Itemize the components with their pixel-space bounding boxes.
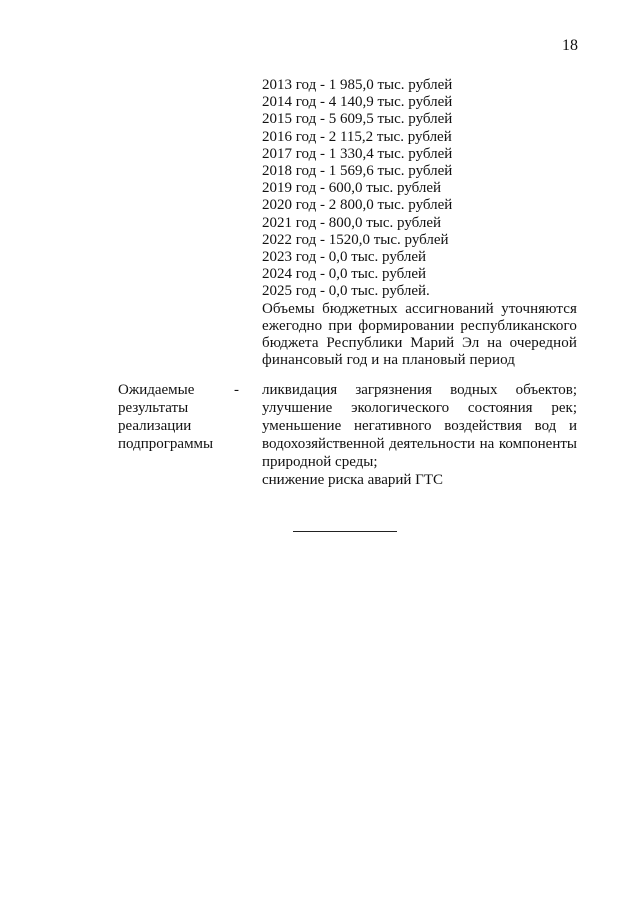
funding-year-2018: 2018 год - 1 569,6 тыс. рублей xyxy=(262,163,453,180)
funding-year-2024: 2024 год - 0,0 тыс. рублей xyxy=(262,266,427,283)
funding-year-2023: 2023 год - 0,0 тыс. рублей xyxy=(262,249,427,266)
funding-year-2014: 2014 год - 4 140,9 тыс. рублей xyxy=(262,94,453,111)
results-item-pollution: ликвидация загрязнения водных объектов; xyxy=(262,382,577,398)
funding-year-2015: 2015 год - 5 609,5 тыс. рублей xyxy=(262,111,453,128)
results-item-impact: уменьшение негативного воздействия вод и водохозяйственной деятельности на компоненты природной среды; xyxy=(262,418,577,470)
page-number: 18 xyxy=(562,37,578,54)
funding-year-2022: 2022 год - 1520,0 тыс. рублей xyxy=(262,231,449,248)
funding-year-2019: 2019 год - 600,0 тыс. рублей xyxy=(262,180,442,197)
results-item-accidents: снижение риска аварий ГТС xyxy=(262,472,443,488)
results-list xyxy=(262,381,577,489)
funding-year-2021: 2021 год - 800,0 тыс. рублей xyxy=(262,214,442,231)
funding-year-2016: 2016 год - 2 115,2 тыс. рублей xyxy=(262,128,452,145)
funding-year-2013: 2013 год - 1 985,0 тыс. рублей xyxy=(262,77,453,93)
funding-year-2020: 2020 год - 2 800,0 тыс. рублей xyxy=(262,197,453,214)
funding-year-2017: 2017 год - 1 330,4 тыс. рублей xyxy=(262,145,453,162)
results-dash: - xyxy=(234,382,239,398)
funding-section xyxy=(262,77,577,369)
results-label: Ожидаемые результаты реализации подпрограммы xyxy=(118,382,214,452)
end-divider xyxy=(293,531,397,532)
funding-note: Объемы бюджетных ассигнований уточняются ежегодно при формировании республиканского бюджета Республики Марий Эл на очередной финансовый год и на плановый период xyxy=(262,300,577,369)
funding-year-2025: 2025 год - 0,0 тыс. рублей. xyxy=(262,283,430,300)
results-item-ecology: улучшение экологического состояния рек; xyxy=(262,400,577,416)
